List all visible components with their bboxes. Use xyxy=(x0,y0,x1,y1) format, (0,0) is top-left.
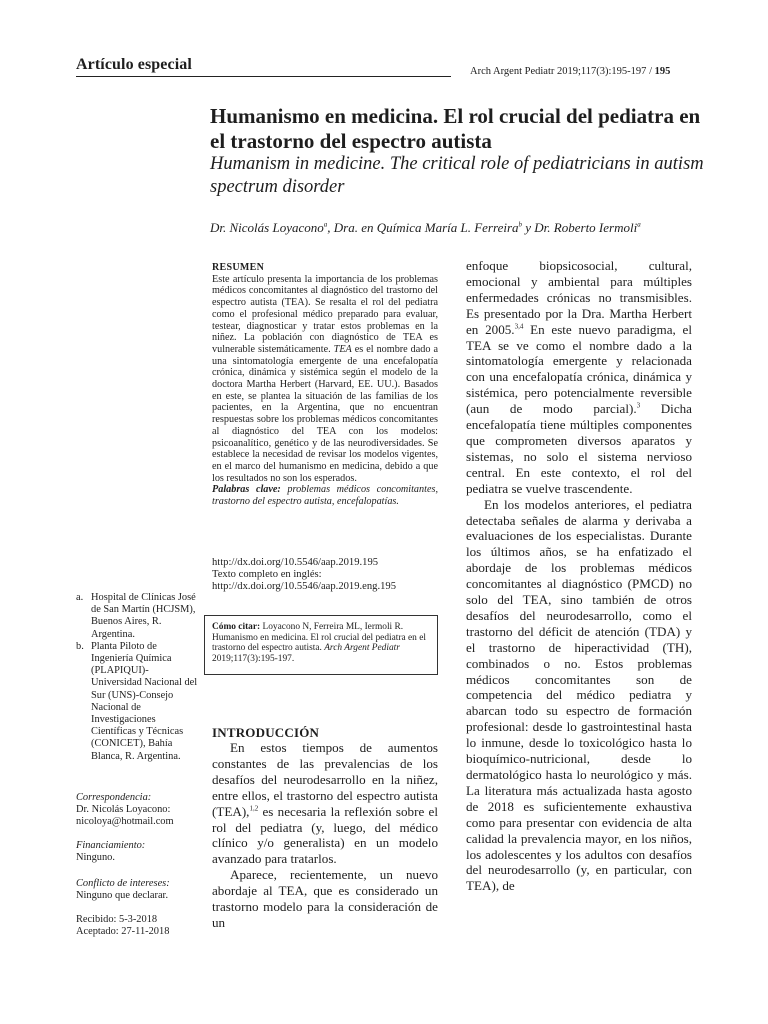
abstract-text-1: Este artículo presenta la importancia de los problemas médicos concomitantes al diagnóstico del trastorno del espectro autista (TEA). Se resalta el rol del pediatra como el profesional médico preparado para evaluar, testear, diagnosticar y tratar estos problemas en la niñez. La población con diagnóstico de TEA es vulnerable sistemáticamente. xyxy=(212,273,438,355)
abstract-text-2: es el nombre dado a una sintomatología emergente de una encefalopatía crónica, dinámica y sistémica según el modelo de la doctora Martha Herbert (Harvard, EE. UU.). Basados en este, se plantea la situación de las familias de los pacientes, en la Argentina, que no encuentran respuestas sobre los problemas médicos concomitantes al diagnóstico del TEA con los modelos: psicoanalítico, genético y de las neurodiversidades. Se establece la necesidad de revisar los modelos vigentes, en el marco del humanismo en medicina, debido a que los resultados no son los esperados. xyxy=(212,343,438,484)
article-subtitle-english: Humanism in medicine. The critical role of pediatricians in autism spectrum disorder xyxy=(210,154,704,197)
affiliation-a-key: a. xyxy=(76,592,84,603)
intro-left-column xyxy=(212,740,438,931)
intro-p1-a: En estos tiempos de aumentos constantes de las prevalencias de los desafíos del neurodesarrollo en la niñez, entre ellos, el trastorno del espectro autista (TEA), xyxy=(212,740,438,819)
conflicts xyxy=(76,878,201,902)
keywords-label: Palabras clave: xyxy=(212,484,281,496)
author-2: Dra. en Química María L. Ferreira xyxy=(333,220,519,235)
english-label: Texto completo en inglés: xyxy=(212,569,322,581)
introduction-heading: INTRODUCCIÓN xyxy=(212,725,320,740)
funding-value: Ninguno. xyxy=(76,852,115,864)
intro-r1-c: Dicha encefalopatía tiene múltiples componentes que comprometen diversos aparatos y sistemas, no solo el sistema nervioso central. En este contexto, el rol del pediatra se vuelve trascendente. xyxy=(466,401,692,496)
journal-citation: Arch Argent Pediatr 2019;117(3):195-197 xyxy=(470,66,647,77)
intro-right-paragraph-2: En los modelos anteriores, el pediatra detectaba señales de alarma y derivaba a evaluaciones de los especialistas. Durante los últimos años, se ha enfatizado el abordaje de los problemas médicos concomitantes al diagnóstico (PMCD) no solo del TEA, sino también de otros desafíos del neurodesarrollo, como el trastorno del déficit de atención (TDA) y el trastorno de hiperactividad (TH), combinados o no. Estos problemas médicos concomitantes son de competencia del médico pediatra y abarcan todo su espectro de formación profesional: desde lo gastrointestinal hasta lo inmune, desde lo toxicológico hasta lo bioquímico-nutricional, desde lo dermatológico hasta lo neurológico y más. La literatura más actualizada hasta agosto de 2018 es suficientemente exhaustiva como para presentar con evidencia de alta calidad la prevalencia mayor, en los niños, los adolescentes y los adultos con desafíos del neurodesarrollo (y, en particular, con TEA), de xyxy=(466,496,692,894)
correspondence-email[interactable]: nicoloya@hotmail.com xyxy=(76,816,174,828)
funding xyxy=(76,840,201,864)
conflicts-value: Ninguno que declarar. xyxy=(76,890,169,902)
section-label: Artículo especial xyxy=(76,56,192,73)
keywords xyxy=(212,484,438,507)
intro-right-column xyxy=(466,258,692,894)
abstract-heading: RESUMEN xyxy=(212,262,265,273)
doi-links xyxy=(212,557,452,594)
header-rule xyxy=(76,76,451,77)
citation-label: Cómo citar: xyxy=(212,622,261,632)
intro-r1-a: enfoque biopsicosocial, cultural, emocional y ambiental para múltiples enfermedades crónicas no transmisibles. Es presentado por la Dra. Martha Herbert en 2005. xyxy=(466,258,692,337)
intro-paragraph-2: Aparece, recientemente, un nuevo abordaje al TEA, que es considerado un trastorno modelo para la consideración de un xyxy=(212,867,438,930)
author-sep-1: , xyxy=(327,220,334,235)
abstract-tea: TEA xyxy=(333,343,352,355)
affiliation-a-text: Hospital de Clínicas José de San Martín (HCJSM), Buenos Aires, R. Argentina. xyxy=(91,592,196,640)
intro-r1-b: En este nuevo paradigma, el TEA se ve como el nombre dado a la sintomatología emergente y relacionada con una encefalopatía crónica, dinámica y sistémica, pero potencialmente reversible (aun de modo parcial). xyxy=(466,321,692,417)
citation-box xyxy=(204,615,438,675)
author-list xyxy=(210,220,710,236)
conflicts-label: Conflicto de intereses: xyxy=(76,878,170,889)
affiliation-a xyxy=(76,592,201,641)
citation-ref: 2019;117(3):195-197. xyxy=(212,653,295,664)
author-2-affil: b xyxy=(518,220,523,229)
correspondence-name: Dr. Nicolás Loyacono: xyxy=(76,804,171,816)
affiliations xyxy=(76,592,201,763)
intro-p1-ref: 1,2 xyxy=(249,804,259,813)
affiliation-b-key: b. xyxy=(76,640,84,652)
author-1: Dr. Nicolás Loyacono xyxy=(210,220,324,235)
author-3: Dr. Roberto Iermoli xyxy=(534,220,638,235)
intro-r1-ref-1: 3,4 xyxy=(514,322,524,331)
author-sep-2: y xyxy=(522,220,535,235)
dates xyxy=(76,914,169,938)
keywords-text: problemas médicos concomitantes, trastorno del espectro autista, encefalopatías. xyxy=(212,484,438,508)
english-doi-link[interactable]: http://dx.doi.org/10.5546/aap.2019.eng.195 xyxy=(212,581,397,593)
author-1-affil: a xyxy=(323,220,328,229)
citation-journal: Arch Argent Pediatr xyxy=(324,643,400,654)
intro-right-paragraph-1 xyxy=(466,258,692,497)
correspondence xyxy=(76,792,201,829)
funding-label: Financiamiento: xyxy=(76,840,146,851)
affiliation-b-text: Planta Piloto de Ingeniería Química (PLAPIQUI)- Universidad Nacional del Sur (UNS)-Consejo Nacional de Investigaciones Científicas y Técnicas (CONICET), Bahía Blanca, R. Argentina. xyxy=(91,640,198,762)
received-date: Recibido: 5-3-2018 xyxy=(76,914,158,925)
abstract-body xyxy=(212,274,438,485)
journal-reference xyxy=(470,66,670,77)
intro-paragraph-1 xyxy=(212,740,438,867)
affiliation-b xyxy=(76,641,201,763)
abstract xyxy=(212,262,438,508)
intro-r1-ref-2: 3 xyxy=(636,401,641,410)
correspondence-label: Correspondencia: xyxy=(76,792,152,803)
citation-text: Loyacono N, Ferreira ML, Iermoli R. Humanismo en medicina. El rol crucial del pediatra en el trastorno del espectro autista. xyxy=(212,622,426,654)
doi-link[interactable]: http://dx.doi.org/10.5546/aap.2019.195 xyxy=(212,557,379,568)
article-title: Humanismo en medicina. El rol crucial del pediatra en el trastorno del espectro autista xyxy=(210,104,701,153)
accepted-date: Aceptado: 27-11-2018 xyxy=(76,926,170,938)
intro-p1-b: es necesaria la reflexión sobre el rol del pediatra (y, luego, del médico clínico y/o generalista) en un modelo avanzado para tratarlos. xyxy=(212,803,438,867)
author-3-affil: a xyxy=(637,220,641,229)
page-number: 195 xyxy=(654,66,671,77)
journal-separator: / xyxy=(649,66,652,77)
